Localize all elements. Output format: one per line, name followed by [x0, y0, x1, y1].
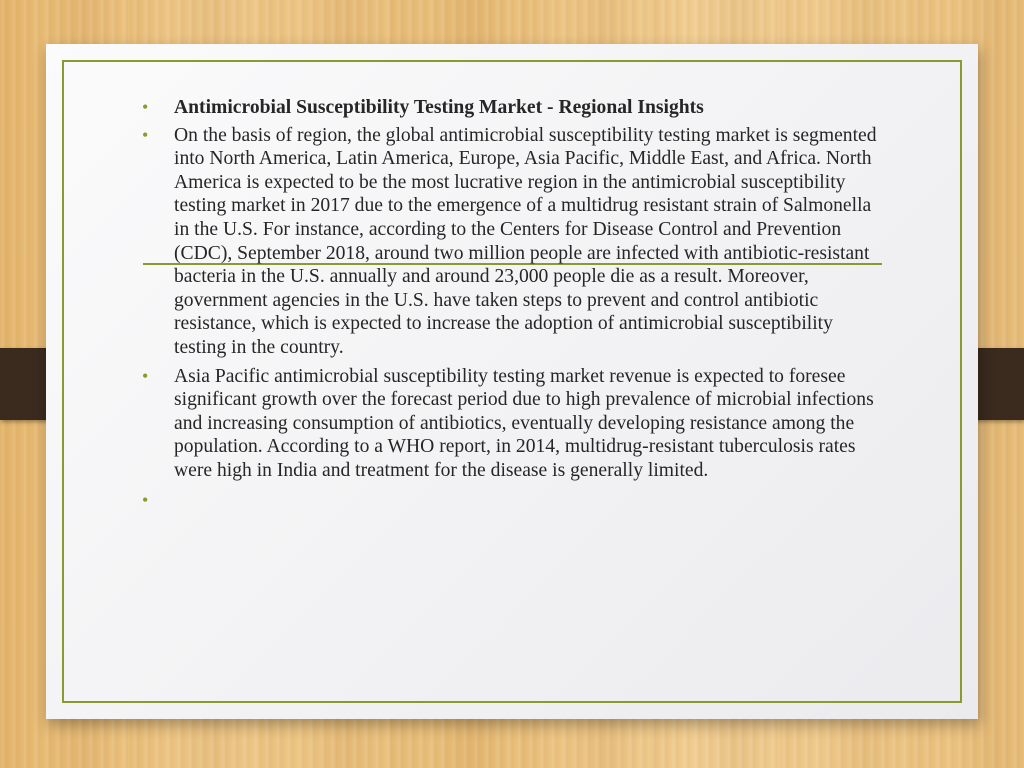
bullet-item-heading — [142, 96, 882, 120]
bullet-item-asia-pacific — [142, 365, 882, 483]
bullet-icon: • — [142, 489, 149, 510]
bullet-item-empty — [142, 489, 882, 513]
slide-heading: Antimicrobial Susceptibility Testing Market - Regional Insights — [174, 97, 704, 118]
bullet-item-north-america — [142, 124, 882, 360]
bullet-icon: • — [142, 124, 149, 145]
bullet-text-asia-pacific: Asia Pacific antimicrobial susceptibility testing market revenue is expected to foresee significant growth over the forecast period due to high prevalence of microbial infections and increasing consumption of antibiotics, eventually developing resistance among the population. According to a WHO report, in 2014, multidrug-resistant tuberculosis rates were high in India and treatment for the disease is generally limited. — [174, 365, 874, 481]
bullet-icon: • — [142, 365, 149, 386]
slide-content — [142, 96, 882, 513]
bullet-icon: • — [142, 97, 149, 117]
bullet-text-north-america: On the basis of region, the global antimicrobial susceptibility testing market is segmented into North America, Latin America, Europe, Asia Pacific, Middle East, and Africa. North America is expected to be the most lucrative region in the antimicrobial susceptibility testing market in 2017 due to the emergence of a multidrug resistant strain of Salmonella in the U.S. For instance, according to the Centers for Disease Control and Prevention (CDC), September 2018, around two million people are infected with antibiotic-resistant bacteria in the U.S. annually and around 23,000 people die as a result. Moreover, government agencies in the U.S. have taken steps to prevent and control antibiotic resistance, which is expected to increase the adoption of antimicrobial susceptibility testing in the country. — [174, 124, 877, 358]
